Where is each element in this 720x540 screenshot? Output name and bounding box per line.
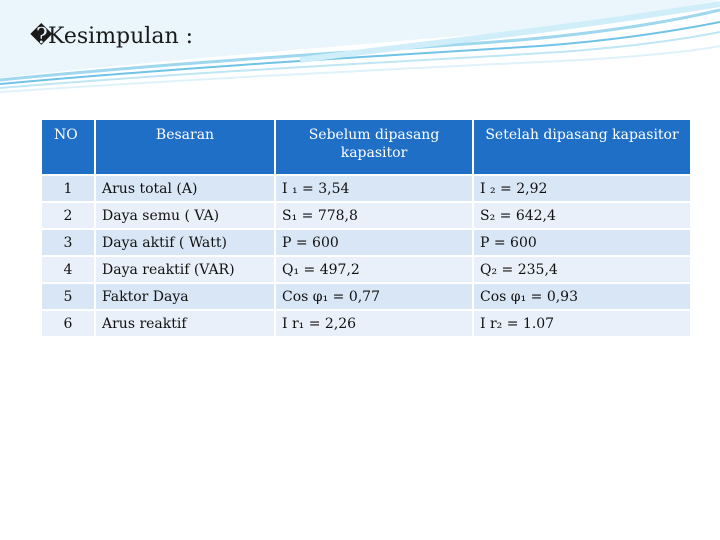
cell-besaran: Faktor Daya	[95, 283, 275, 310]
cell-setelah: P = 600	[473, 229, 691, 256]
cell-no: 2	[41, 202, 95, 229]
cell-no: 4	[41, 256, 95, 283]
cell-sebelum: Q₁ = 497,2	[275, 256, 473, 283]
header-sebelum: Sebelum dipasang kapasitor	[275, 119, 473, 175]
table-row	[41, 202, 691, 229]
cell-no: 6	[41, 310, 95, 337]
table-row	[41, 310, 691, 337]
cell-sebelum: I ₁ = 3,54	[275, 175, 473, 202]
cell-sebelum: S₁ = 778,8	[275, 202, 473, 229]
cell-besaran: Daya semu ( VA)	[95, 202, 275, 229]
slide-title-text: Kesimpulan :	[48, 24, 194, 49]
table-row	[41, 283, 691, 310]
cell-no: 1	[41, 175, 95, 202]
cell-sebelum: P = 600	[275, 229, 473, 256]
cell-no: 3	[41, 229, 95, 256]
cell-setelah: Cos φ₁ = 0,93	[473, 283, 691, 310]
table-row	[41, 229, 691, 256]
summary-table	[40, 118, 692, 338]
slide-title	[30, 24, 193, 49]
cell-setelah: I ₂ = 2,92	[473, 175, 691, 202]
cell-sebelum: Cos φ₁ = 0,77	[275, 283, 473, 310]
decorative-header-swoosh	[0, 0, 720, 110]
cell-besaran: Arus total (A)	[95, 175, 275, 202]
cell-no: 5	[41, 283, 95, 310]
header-setelah: Setelah dipasang kapasitor	[473, 119, 691, 175]
cell-setelah: Q₂ = 235,4	[473, 256, 691, 283]
header-besaran: Besaran	[95, 119, 275, 175]
header-row	[41, 119, 691, 175]
cell-sebelum: I r₁ = 2,26	[275, 310, 473, 337]
header-no: NO	[41, 119, 95, 175]
table-row	[41, 256, 691, 283]
table-row	[41, 175, 691, 202]
cell-setelah: S₂ = 642,4	[473, 202, 691, 229]
cell-setelah: I r₂ = 1.07	[473, 310, 691, 337]
cell-besaran: Daya aktif ( Watt)	[95, 229, 275, 256]
bullet-glyph: �	[30, 24, 53, 49]
cell-besaran: Daya reaktif (VAR)	[95, 256, 275, 283]
cell-besaran: Arus reaktif	[95, 310, 275, 337]
